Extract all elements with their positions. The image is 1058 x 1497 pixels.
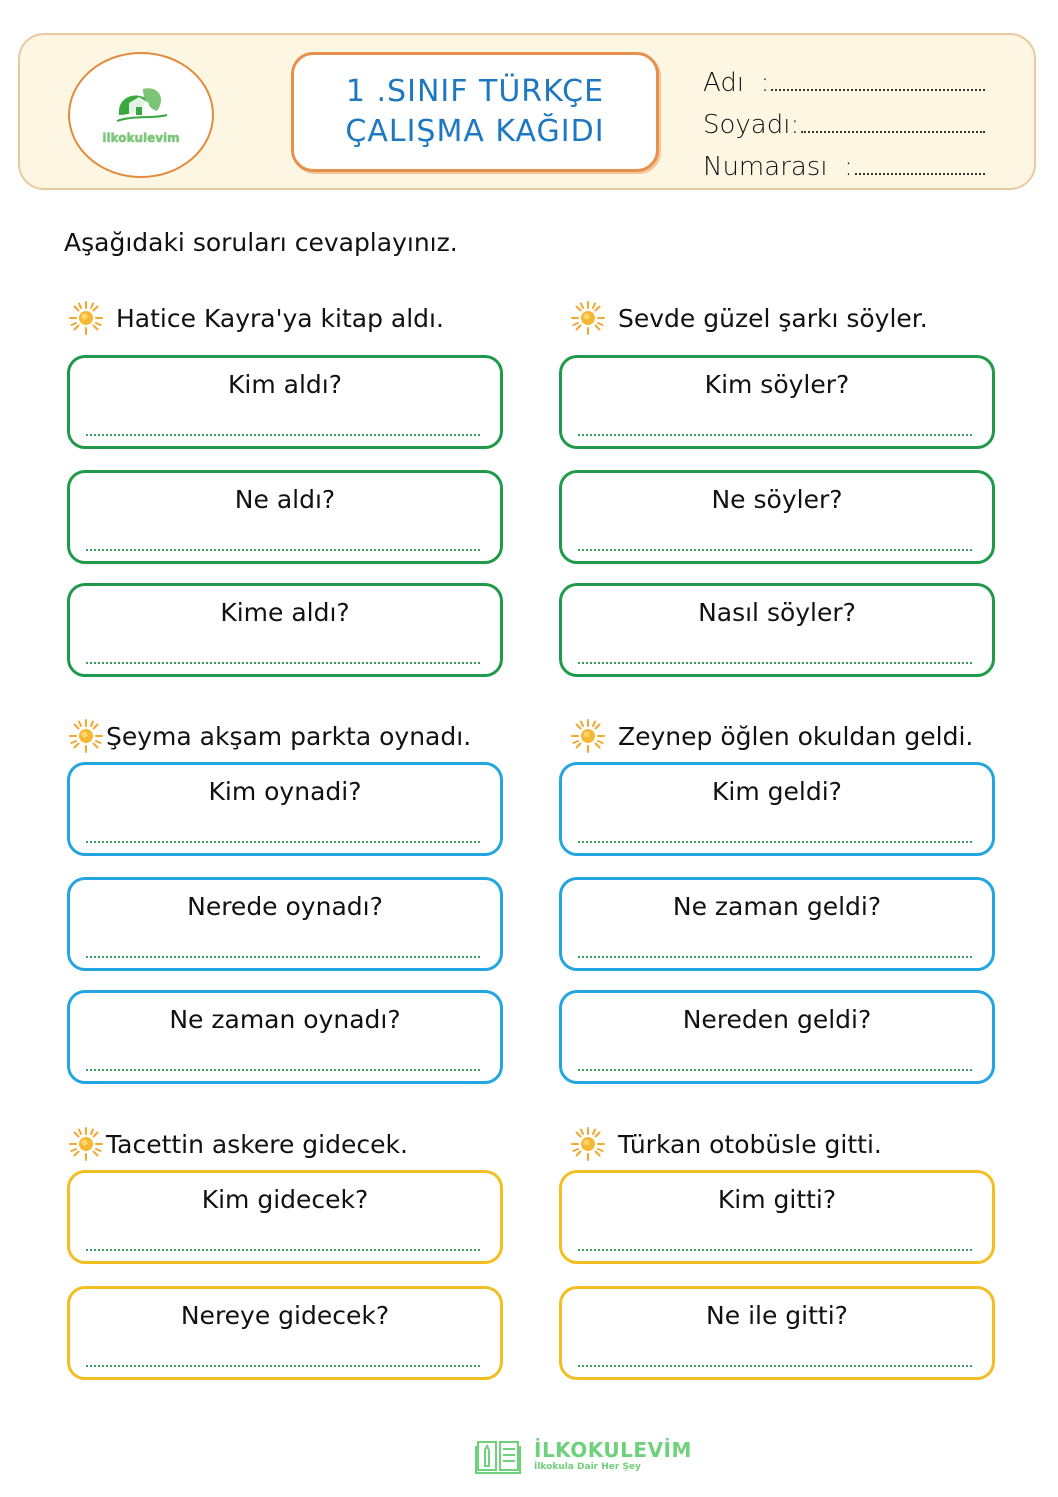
sun-icon xyxy=(570,718,606,754)
question-text: Nereden geldi? xyxy=(682,1005,872,1034)
question-text: Ne söyler? xyxy=(711,485,843,514)
answer-box[interactable] xyxy=(559,583,995,677)
logo-text: ilkokulevim xyxy=(102,131,180,145)
answer-line[interactable] xyxy=(86,662,480,664)
answer-line[interactable] xyxy=(578,1249,972,1251)
question-text: Kim gitti? xyxy=(717,1185,837,1214)
question-text: Kim oynadi? xyxy=(208,777,362,806)
open-book-icon xyxy=(474,1436,522,1476)
title-line-1: 1 .SINIF TÜRKÇE xyxy=(345,74,605,109)
answer-box[interactable] xyxy=(559,470,995,564)
instruction-text: Aşağıdaki soruları cevaplayınız. xyxy=(64,228,458,257)
answer-line[interactable] xyxy=(578,434,972,436)
student-info xyxy=(703,68,1003,194)
question-group-2 xyxy=(570,298,1010,338)
sun-icon xyxy=(68,1126,104,1162)
answer-line[interactable] xyxy=(578,956,972,958)
answer-box[interactable] xyxy=(67,583,503,677)
question-text: Kim geldi? xyxy=(712,777,842,806)
name-label: Adı : xyxy=(703,68,770,98)
answer-line[interactable] xyxy=(86,841,480,843)
answer-line[interactable] xyxy=(578,1365,972,1367)
question-text: Ne zaman geldi? xyxy=(672,892,882,921)
prompt-sentence xyxy=(570,716,1010,756)
answer-box[interactable] xyxy=(67,470,503,564)
sentence-text: Hatice Kayra'ya kitap aldı. xyxy=(116,303,444,333)
answer-box[interactable] xyxy=(559,355,995,449)
question-text: Kim aldı? xyxy=(228,370,342,399)
prompt-sentence xyxy=(570,1124,1010,1164)
answer-box[interactable] xyxy=(67,877,503,971)
answer-line[interactable] xyxy=(578,1069,972,1071)
answer-box[interactable] xyxy=(67,1286,503,1380)
question-text: Kim söyler? xyxy=(704,370,850,399)
question-text: Nerede oynadı? xyxy=(187,892,383,921)
answer-line[interactable] xyxy=(86,1365,480,1367)
footer-tagline: İlkokula Dair Her Şey xyxy=(534,1462,641,1472)
surname-field[interactable] xyxy=(703,110,1003,152)
number-answer-line[interactable] xyxy=(855,161,985,175)
answer-box[interactable] xyxy=(559,1286,995,1380)
title-line-2: ÇALIŞMA KAĞIDI xyxy=(345,114,605,149)
answer-box[interactable] xyxy=(67,990,503,1084)
number-label: Numarası : xyxy=(703,152,853,182)
answer-line[interactable] xyxy=(86,549,480,551)
answer-line[interactable] xyxy=(86,434,480,436)
answer-line[interactable] xyxy=(86,956,480,958)
prompt-sentence xyxy=(68,1124,508,1164)
answer-box[interactable] xyxy=(559,877,995,971)
prompt-sentence xyxy=(570,298,1010,338)
number-field[interactable] xyxy=(703,152,1003,194)
sun-icon xyxy=(68,718,104,754)
answer-line[interactable] xyxy=(86,1069,480,1071)
question-text: Ne ile gitti? xyxy=(706,1301,848,1330)
question-text: Kim gidecek? xyxy=(201,1185,369,1214)
answer-box[interactable] xyxy=(559,990,995,1084)
surname-label: Soyadı: xyxy=(703,110,800,140)
answer-box[interactable] xyxy=(67,355,503,449)
question-group-1 xyxy=(68,298,508,338)
surname-answer-line[interactable] xyxy=(801,119,985,133)
sun-icon xyxy=(570,1126,606,1162)
question-group-5 xyxy=(68,1124,508,1164)
sentence-text: Tacettin askere gidecek. xyxy=(106,1129,408,1159)
footer-brand-name: İLKOKULEVİM xyxy=(534,1438,692,1462)
sentence-text: Zeynep öğlen okuldan geldi. xyxy=(618,721,974,751)
question-group-3 xyxy=(68,716,508,756)
sentence-text: Sevde güzel şarkı söyler. xyxy=(618,303,928,333)
logo-badge xyxy=(68,52,214,178)
answer-line[interactable] xyxy=(578,549,972,551)
answer-line[interactable] xyxy=(578,662,972,664)
sun-icon xyxy=(68,300,104,336)
question-group-4 xyxy=(570,716,1010,756)
footer-brand xyxy=(474,1436,692,1476)
answer-box[interactable] xyxy=(67,762,503,856)
question-text: Nereye gidecek? xyxy=(180,1301,390,1330)
question-text: Ne aldı? xyxy=(234,485,336,514)
answer-box[interactable] xyxy=(67,1170,503,1264)
question-text: Kime aldı? xyxy=(220,598,350,627)
answer-box[interactable] xyxy=(559,1170,995,1264)
name-answer-line[interactable] xyxy=(771,77,985,91)
answer-line[interactable] xyxy=(578,841,972,843)
leaf-house-logo-icon xyxy=(113,85,169,129)
worksheet-title-box xyxy=(291,52,659,172)
name-field[interactable] xyxy=(703,68,1003,110)
question-text: Nasıl söyler? xyxy=(698,598,856,627)
question-text: Ne zaman oynadı? xyxy=(169,1005,401,1034)
prompt-sentence xyxy=(68,298,508,338)
question-group-6 xyxy=(570,1124,1010,1164)
prompt-sentence xyxy=(68,716,508,756)
sentence-text: Türkan otobüsle gitti. xyxy=(618,1129,882,1159)
answer-box[interactable] xyxy=(559,762,995,856)
sentence-text: Şeyma akşam parkta oynadı. xyxy=(106,721,472,751)
sun-icon xyxy=(570,300,606,336)
answer-line[interactable] xyxy=(86,1249,480,1251)
